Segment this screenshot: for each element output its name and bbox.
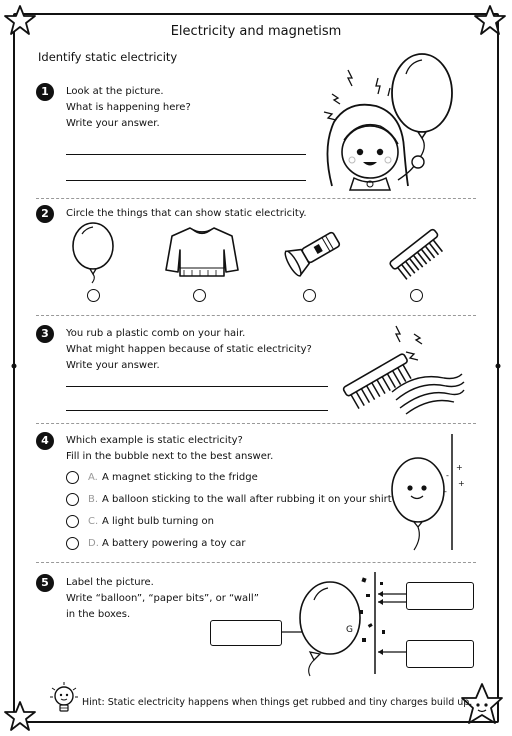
svg-text:+: +: [458, 479, 465, 488]
q4-line-2: Fill in the bubble next to the best answer.: [66, 451, 274, 462]
question-number-3: 3: [36, 325, 54, 343]
q4-option-c-letter: C.: [88, 516, 99, 527]
q4-option-b-bubble[interactable]: [66, 493, 79, 506]
q2-bubble-flashlight[interactable]: [303, 289, 316, 302]
q5-line-2: Write “balloon”, “paper bits”, or “wall”: [66, 593, 259, 604]
q4-option-b-text: A balloon sticking to the wall after rubbing it on your shirt: [102, 494, 392, 505]
q4-option-c-bubble[interactable]: [66, 515, 79, 528]
q1-line-2: What is happening here?: [66, 102, 191, 113]
comb-icon[interactable]: [384, 222, 448, 282]
q3-line-2: What might happen because of static electricity?: [66, 344, 312, 355]
side-dot-left: [11, 363, 17, 369]
lightbulb-icon: [50, 682, 78, 718]
label-box-bottom-right[interactable]: [406, 640, 474, 668]
q5-line-1: Label the picture.: [66, 577, 154, 588]
q4-option-d-letter: D.: [88, 538, 99, 549]
q2-bubble-comb[interactable]: [410, 289, 423, 302]
q4-option-a-text: A magnet sticking to the fridge: [102, 472, 258, 483]
q4-option-c-text: A light bulb turning on: [102, 516, 214, 527]
section-divider-2: [36, 315, 476, 316]
svg-text:+: +: [456, 463, 463, 472]
svg-text:-: -: [446, 471, 449, 480]
star-icon-bottom-left: [4, 700, 36, 732]
svg-text:-: -: [444, 487, 447, 496]
q1-answer-line-2[interactable]: [66, 180, 306, 181]
balloon-icon[interactable]: [68, 222, 118, 284]
q3-line-1: You rub a plastic comb on your hair.: [66, 328, 246, 339]
question-number-5: 5: [36, 574, 54, 592]
label-box-top-right[interactable]: [406, 582, 474, 610]
q3-line-3: Write your answer.: [66, 360, 160, 371]
q2-line-1: Circle the things that can show static electricity.: [66, 208, 307, 219]
section-divider-3: [36, 423, 476, 424]
q1-answer-line-1[interactable]: [66, 154, 306, 155]
question-number-1: 1: [36, 83, 54, 101]
hint-text: Hint: Static electricity happens when things get rubbed and tiny charges build up.: [82, 697, 473, 708]
q3-answer-line-1[interactable]: [66, 386, 328, 387]
q1-line-1: Look at the picture.: [66, 86, 164, 97]
q4-option-a-letter: A.: [88, 472, 98, 483]
sweater-icon[interactable]: [164, 224, 240, 278]
flashlight-icon[interactable]: [280, 226, 346, 278]
q3-answer-line-2[interactable]: [66, 410, 328, 411]
question-number-4: 4: [36, 432, 54, 450]
side-dot-right: [495, 363, 501, 369]
section-divider-1: [36, 198, 476, 199]
q4-line-1: Which example is static electricity?: [66, 435, 243, 446]
q1-line-3: Write your answer.: [66, 118, 160, 129]
q2-bubble-balloon[interactable]: [87, 289, 100, 302]
page-title: Electricity and magnetism: [170, 24, 342, 39]
q2-bubble-sweater[interactable]: [193, 289, 206, 302]
question-number-2: 2: [36, 205, 54, 223]
q5-line-3: in the boxes.: [66, 609, 131, 620]
q4-option-b-letter: B.: [88, 494, 99, 505]
label-box-left[interactable]: [210, 620, 282, 646]
q4-option-a-bubble[interactable]: [66, 471, 79, 484]
q4-option-d-bubble[interactable]: [66, 537, 79, 550]
girl-with-balloon-illustration: [318, 48, 468, 190]
page-subtitle: Identify static electricity: [38, 50, 178, 64]
section-divider-4: [36, 562, 476, 563]
q4-option-d-text: A battery powering a toy car: [102, 538, 246, 549]
balloon-on-wall-illustration: [384, 430, 474, 554]
svg-text:G: G: [346, 625, 353, 635]
comb-and-hair-illustration: [336, 322, 466, 416]
